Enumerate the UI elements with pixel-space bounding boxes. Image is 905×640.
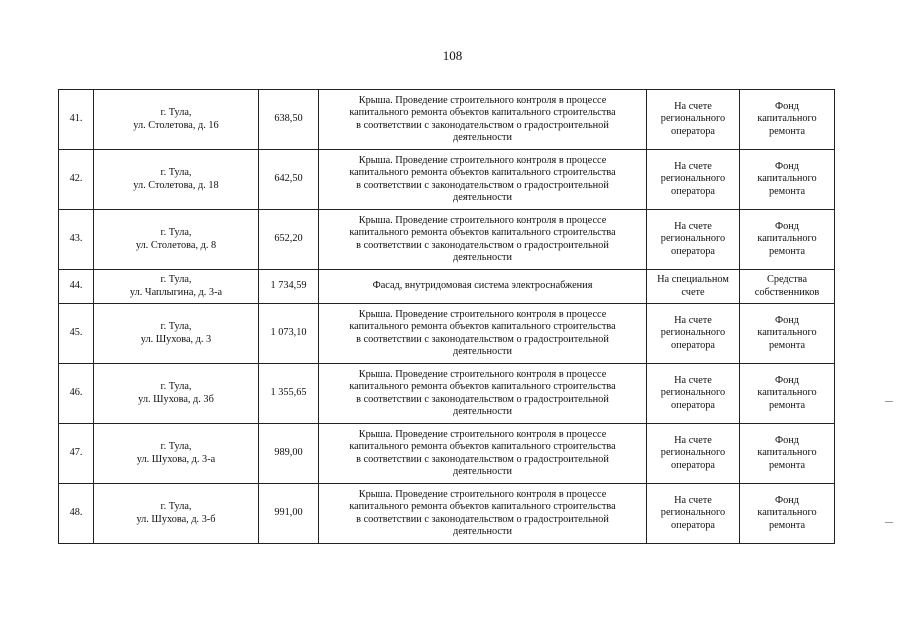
address-cell bbox=[94, 304, 259, 364]
account-cell bbox=[647, 210, 740, 270]
funding-source-line: ремонта bbox=[768, 459, 806, 471]
work-description-line: Крыша. Проведение строительного контроля в процессе bbox=[358, 154, 607, 166]
address-street: ул. Чаплыгина, д. 3-а bbox=[129, 286, 223, 298]
address-city: г. Тула, bbox=[160, 441, 192, 453]
table-row bbox=[59, 484, 835, 544]
row-number-cell bbox=[59, 210, 94, 270]
row-number: 46. bbox=[69, 387, 83, 399]
funding-source-line: капитального bbox=[757, 233, 817, 245]
row-number-cell bbox=[59, 90, 94, 150]
row-number: 47. bbox=[69, 447, 83, 459]
table-row bbox=[59, 270, 835, 304]
account-line: На счете bbox=[674, 100, 712, 112]
address-city: г. Тула, bbox=[160, 501, 192, 513]
address-street: ул. Столетова, д. 16 bbox=[133, 119, 219, 131]
funding-source-cell bbox=[740, 150, 835, 210]
funding-source-line: Фонд bbox=[774, 434, 800, 446]
work-description-line: капитального ремонта объектов капитального строительства bbox=[349, 167, 616, 179]
work-description-line: Фасад, внутридомовая система электроснабжения bbox=[372, 280, 593, 292]
work-description-line: в соответствии с законодательством о градостроительной bbox=[356, 393, 609, 405]
area-cell bbox=[259, 424, 319, 484]
table-body bbox=[59, 90, 835, 544]
work-description-line: деятельности bbox=[453, 131, 512, 143]
area-cell bbox=[259, 484, 319, 544]
work-description-line: Крыша. Проведение строительного контроля в процессе bbox=[358, 368, 607, 380]
area-value: 1 073,10 bbox=[270, 327, 307, 339]
funding-source-line: Фонд bbox=[774, 374, 800, 386]
work-description-line: в соответствии с законодательством о градостроительной bbox=[356, 179, 609, 191]
area-value: 642,50 bbox=[274, 173, 303, 185]
address-city: г. Тула, bbox=[160, 381, 192, 393]
funding-source-line: капитального bbox=[757, 447, 817, 459]
work-description-line: в соответствии с законодательством о градостроительной bbox=[356, 333, 609, 345]
table-row bbox=[59, 424, 835, 484]
table-row bbox=[59, 364, 835, 424]
funding-source-line: капитального bbox=[757, 173, 817, 185]
row-number: 48. bbox=[69, 507, 83, 519]
account-line: счете bbox=[681, 286, 705, 298]
address-city: г. Тула, bbox=[160, 274, 192, 286]
work-description-line: капитального ремонта объектов капитального строительства bbox=[349, 501, 616, 513]
work-description-line: в соответствии с законодательством о градостроительной bbox=[356, 239, 609, 251]
area-value: 652,20 bbox=[274, 233, 303, 245]
funding-source-cell bbox=[740, 364, 835, 424]
area-cell bbox=[259, 304, 319, 364]
work-description-line: деятельности bbox=[453, 405, 512, 417]
funding-source-line: ремонта bbox=[768, 399, 806, 411]
row-number: 42. bbox=[69, 173, 83, 185]
scan-edge-mark bbox=[885, 401, 893, 402]
account-line: На счете bbox=[674, 494, 712, 506]
work-description-line: в соответствии с законодательством о градостроительной bbox=[356, 453, 609, 465]
funding-source-cell bbox=[740, 484, 835, 544]
row-number: 41. bbox=[69, 113, 83, 125]
funding-source-cell bbox=[740, 424, 835, 484]
funding-source-line: Фонд bbox=[774, 160, 800, 172]
funding-source-line: Фонд bbox=[774, 494, 800, 506]
account-line: оператора bbox=[671, 185, 715, 197]
address-street: ул. Столетова, д. 18 bbox=[133, 179, 219, 191]
funding-source-line: капитального bbox=[757, 113, 817, 125]
row-number-cell bbox=[59, 364, 94, 424]
area-cell bbox=[259, 150, 319, 210]
work-description-line: капитального ремонта объектов капитального строительства bbox=[349, 441, 616, 453]
table-row bbox=[59, 150, 835, 210]
address-cell bbox=[94, 424, 259, 484]
account-cell bbox=[647, 364, 740, 424]
address-city: г. Тула, bbox=[160, 167, 192, 179]
funding-source-line: ремонта bbox=[768, 339, 806, 351]
address-cell bbox=[94, 484, 259, 544]
account-line: регионального bbox=[660, 173, 726, 185]
account-line: оператора bbox=[671, 399, 715, 411]
funding-source-line: капитального bbox=[757, 327, 817, 339]
work-description-line: капитального ремонта объектов капитального строительства bbox=[349, 227, 616, 239]
area-cell bbox=[259, 210, 319, 270]
funding-source-line: ремонта bbox=[768, 519, 806, 531]
address-street: ул. Шухова, д. 3б bbox=[138, 393, 214, 405]
work-description-line: в соответствии с законодательством о градостроительной bbox=[356, 513, 609, 525]
area-value: 991,00 bbox=[274, 507, 303, 519]
account-line: На счете bbox=[674, 314, 712, 326]
area-cell bbox=[259, 364, 319, 424]
funding-source-line: Средства bbox=[766, 274, 808, 286]
work-description-line: капитального ремонта объектов капитального строительства bbox=[349, 381, 616, 393]
account-cell bbox=[647, 424, 740, 484]
funding-source-cell bbox=[740, 210, 835, 270]
work-description-cell bbox=[319, 424, 647, 484]
account-cell bbox=[647, 150, 740, 210]
account-line: оператора bbox=[671, 245, 715, 257]
account-cell bbox=[647, 304, 740, 364]
address-city: г. Тула, bbox=[160, 321, 192, 333]
row-number: 43. bbox=[69, 233, 83, 245]
funding-source-line: Фонд bbox=[774, 314, 800, 326]
area-value: 1 734,59 bbox=[270, 280, 307, 292]
work-description-cell bbox=[319, 210, 647, 270]
funding-source-cell bbox=[740, 270, 835, 304]
account-line: На специальном bbox=[657, 274, 729, 286]
address-cell bbox=[94, 364, 259, 424]
funding-source-line: капитального bbox=[757, 507, 817, 519]
address-cell bbox=[94, 150, 259, 210]
account-line: На счете bbox=[674, 220, 712, 232]
funding-source-line: Фонд bbox=[774, 100, 800, 112]
account-line: На счете bbox=[674, 434, 712, 446]
account-line: На счете bbox=[674, 160, 712, 172]
scan-edge-mark bbox=[885, 522, 893, 523]
address-city: г. Тула, bbox=[160, 107, 192, 119]
row-number-cell bbox=[59, 424, 94, 484]
work-description-line: деятельности bbox=[453, 191, 512, 203]
work-description-line: капитального ремонта объектов капитального строительства bbox=[349, 107, 616, 119]
work-description-line: в соответствии с законодательством о градостроительной bbox=[356, 119, 609, 131]
row-number: 45. bbox=[69, 327, 83, 339]
work-description-line: деятельности bbox=[453, 251, 512, 263]
row-number: 44. bbox=[69, 280, 83, 292]
account-cell bbox=[647, 90, 740, 150]
row-number-cell bbox=[59, 484, 94, 544]
account-line: На счете bbox=[674, 374, 712, 386]
account-line: регионального bbox=[660, 113, 726, 125]
work-description-cell bbox=[319, 270, 647, 304]
work-description-line: Крыша. Проведение строительного контроля в процессе bbox=[358, 488, 607, 500]
funding-source-line: ремонта bbox=[768, 185, 806, 197]
area-value: 1 355,65 bbox=[270, 387, 307, 399]
account-cell bbox=[647, 270, 740, 304]
area-value: 638,50 bbox=[274, 113, 303, 125]
funding-source-line: ремонта bbox=[768, 125, 806, 137]
funding-source-line: ремонта bbox=[768, 245, 806, 257]
address-cell bbox=[94, 90, 259, 150]
work-description-cell bbox=[319, 304, 647, 364]
row-number-cell bbox=[59, 304, 94, 364]
work-description-cell bbox=[319, 484, 647, 544]
address-street: ул. Шухова, д. 3-а bbox=[136, 453, 216, 465]
table-row bbox=[59, 304, 835, 364]
address-street: ул. Шухова, д. 3 bbox=[140, 333, 212, 345]
table-row bbox=[59, 210, 835, 270]
address-cell bbox=[94, 270, 259, 304]
table-row bbox=[59, 90, 835, 150]
funding-source-line: капитального bbox=[757, 387, 817, 399]
funding-source-cell bbox=[740, 90, 835, 150]
work-description-line: Крыша. Проведение строительного контроля в процессе bbox=[358, 308, 607, 320]
account-line: оператора bbox=[671, 125, 715, 137]
account-line: регионального bbox=[660, 327, 726, 339]
work-description-line: капитального ремонта объектов капитального строительства bbox=[349, 321, 616, 333]
row-number-cell bbox=[59, 150, 94, 210]
work-description-line: Крыша. Проведение строительного контроля в процессе bbox=[358, 94, 607, 106]
account-line: регионального bbox=[660, 447, 726, 459]
account-line: регионального bbox=[660, 233, 726, 245]
account-line: регионального bbox=[660, 507, 726, 519]
funding-source-line: собственников bbox=[754, 286, 820, 298]
account-line: оператора bbox=[671, 459, 715, 471]
work-description-line: деятельности bbox=[453, 465, 512, 477]
page-number: 108 bbox=[442, 48, 463, 63]
area-value: 989,00 bbox=[274, 447, 303, 459]
work-description-cell bbox=[319, 150, 647, 210]
area-cell bbox=[259, 90, 319, 150]
account-line: регионального bbox=[660, 387, 726, 399]
address-street: ул. Шухова, д. 3-б bbox=[136, 513, 216, 525]
work-description-cell bbox=[319, 90, 647, 150]
funding-source-line: Фонд bbox=[774, 220, 800, 232]
account-cell bbox=[647, 484, 740, 544]
funding-source-cell bbox=[740, 304, 835, 364]
work-description-cell bbox=[319, 364, 647, 424]
address-street: ул. Столетова, д. 8 bbox=[135, 239, 217, 251]
account-line: оператора bbox=[671, 339, 715, 351]
account-line: оператора bbox=[671, 519, 715, 531]
work-description-line: деятельности bbox=[453, 525, 512, 537]
work-description-line: Крыша. Проведение строительного контроля в процессе bbox=[358, 428, 607, 440]
work-description-line: Крыша. Проведение строительного контроля в процессе bbox=[358, 214, 607, 226]
row-number-cell bbox=[59, 270, 94, 304]
repair-register-table bbox=[58, 89, 835, 544]
work-description-line: деятельности bbox=[453, 345, 512, 357]
address-cell bbox=[94, 210, 259, 270]
area-cell bbox=[259, 270, 319, 304]
address-city: г. Тула, bbox=[160, 227, 192, 239]
